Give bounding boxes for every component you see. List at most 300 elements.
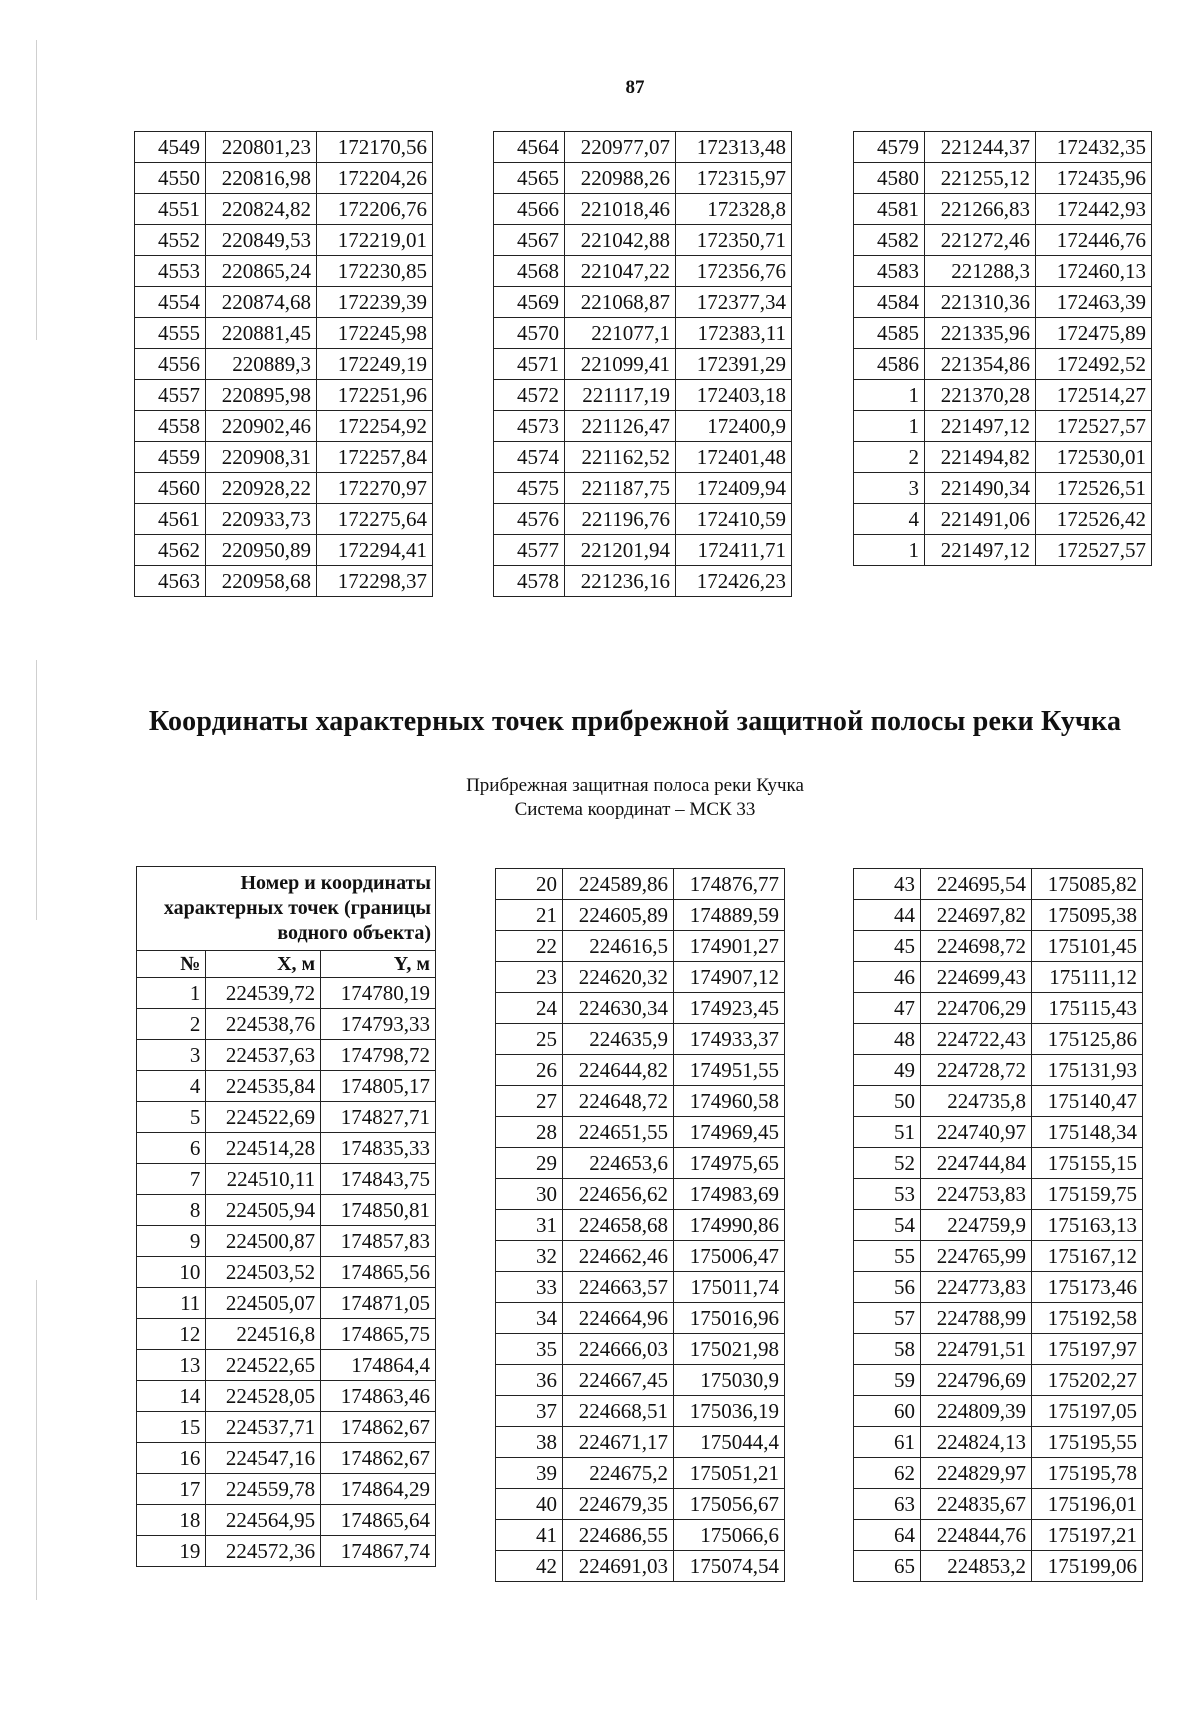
point-number-cell: 32 — [496, 1241, 563, 1272]
table-row — [135, 535, 433, 566]
x-coordinate-cell: 224759,9 — [921, 1210, 1032, 1241]
table-row — [854, 318, 1152, 349]
x-coordinate-cell: 224695,54 — [921, 869, 1032, 900]
table-row — [854, 1024, 1143, 1055]
y-coordinate-cell: 174889,59 — [674, 900, 785, 931]
y-coordinate-cell: 174864,4 — [321, 1350, 436, 1381]
y-coordinate-cell: 174793,33 — [321, 1009, 436, 1040]
table-row — [135, 194, 433, 225]
table-row — [135, 287, 433, 318]
point-number-cell: 4557 — [135, 380, 206, 411]
x-coordinate-cell: 221196,76 — [565, 504, 676, 535]
table-row — [854, 993, 1143, 1024]
x-coordinate-cell: 224535,84 — [206, 1071, 321, 1102]
y-coordinate-cell: 175196,01 — [1032, 1489, 1143, 1520]
y-coordinate-cell: 172514,27 — [1036, 380, 1152, 411]
table-row — [854, 1148, 1143, 1179]
y-coordinate-cell: 172206,76 — [317, 194, 433, 225]
point-number-cell: 4553 — [135, 256, 206, 287]
y-coordinate-cell: 172315,97 — [676, 163, 792, 194]
x-coordinate-cell: 224522,69 — [206, 1102, 321, 1133]
table-row — [137, 1505, 436, 1536]
y-coordinate-cell: 172254,92 — [317, 411, 433, 442]
point-number-cell: 4552 — [135, 225, 206, 256]
table-row — [137, 1257, 436, 1288]
point-number-cell: 26 — [496, 1055, 563, 1086]
x-coordinate-cell: 224505,07 — [206, 1288, 321, 1319]
table-row — [496, 1272, 785, 1303]
table-row — [854, 411, 1152, 442]
x-coordinate-cell: 221491,06 — [925, 504, 1036, 535]
x-coordinate-cell: 220881,45 — [206, 318, 317, 349]
table-row — [854, 1241, 1143, 1272]
point-number-cell: 33 — [496, 1272, 563, 1303]
table-row — [496, 1303, 785, 1334]
table-row — [494, 566, 792, 597]
table-row — [496, 1396, 785, 1427]
point-number-cell: 14 — [137, 1381, 206, 1412]
y-coordinate-cell: 174923,45 — [674, 993, 785, 1024]
table-row — [494, 442, 792, 473]
x-coordinate-cell: 221187,75 — [565, 473, 676, 504]
x-coordinate-cell: 221162,52 — [565, 442, 676, 473]
point-number-cell: 4570 — [494, 318, 565, 349]
coordinates-table-top-left — [134, 131, 433, 597]
table-row — [137, 1412, 436, 1443]
point-number-cell: 20 — [496, 869, 563, 900]
table-row — [854, 163, 1152, 194]
x-coordinate-cell: 224829,97 — [921, 1458, 1032, 1489]
table-row — [854, 1520, 1143, 1551]
x-coordinate-cell: 224691,03 — [563, 1551, 674, 1582]
y-coordinate-cell: 174975,65 — [674, 1148, 785, 1179]
y-coordinate-cell: 172391,29 — [676, 349, 792, 380]
table-row — [496, 1489, 785, 1520]
y-coordinate-cell: 172270,97 — [317, 473, 433, 504]
table-row — [137, 1102, 436, 1133]
x-coordinate-cell: 221272,46 — [925, 225, 1036, 256]
x-coordinate-cell: 221047,22 — [565, 256, 676, 287]
x-coordinate-cell: 224503,52 — [206, 1257, 321, 1288]
point-number-cell: 6 — [137, 1133, 206, 1164]
y-coordinate-cell: 175044,4 — [674, 1427, 785, 1458]
x-coordinate-cell: 221126,47 — [565, 411, 676, 442]
y-coordinate-cell: 174857,83 — [321, 1226, 436, 1257]
table-row — [496, 1241, 785, 1272]
y-coordinate-cell: 175163,13 — [1032, 1210, 1143, 1241]
x-coordinate-cell: 224698,72 — [921, 931, 1032, 962]
x-coordinate-cell: 224662,46 — [563, 1241, 674, 1272]
x-coordinate-cell: 220908,31 — [206, 442, 317, 473]
y-coordinate-cell: 174960,58 — [674, 1086, 785, 1117]
y-coordinate-cell: 175115,43 — [1032, 993, 1143, 1024]
y-coordinate-cell: 175011,74 — [674, 1272, 785, 1303]
y-coordinate-cell: 172275,64 — [317, 504, 433, 535]
y-coordinate-cell: 175140,47 — [1032, 1086, 1143, 1117]
x-coordinate-cell: 221068,87 — [565, 287, 676, 318]
x-coordinate-cell: 224559,78 — [206, 1474, 321, 1505]
x-coordinate-cell: 224699,43 — [921, 962, 1032, 993]
point-number-cell: 4580 — [854, 163, 925, 194]
x-coordinate-cell: 221117,19 — [565, 380, 676, 411]
y-coordinate-cell: 175021,98 — [674, 1334, 785, 1365]
x-coordinate-cell: 221255,12 — [925, 163, 1036, 194]
point-number-cell: 28 — [496, 1117, 563, 1148]
x-coordinate-cell: 224605,89 — [563, 900, 674, 931]
x-coordinate-cell: 220801,23 — [206, 132, 317, 163]
x-coordinate-cell: 220933,73 — [206, 504, 317, 535]
point-number-cell: 19 — [137, 1536, 206, 1567]
table-row — [137, 978, 436, 1009]
table-row — [854, 287, 1152, 318]
x-coordinate-cell: 224505,94 — [206, 1195, 321, 1226]
point-number-cell: 13 — [137, 1350, 206, 1381]
table-row — [137, 1474, 436, 1505]
point-number-cell: 48 — [854, 1024, 921, 1055]
table-row — [496, 1086, 785, 1117]
x-coordinate-cell: 224528,05 — [206, 1381, 321, 1412]
table-row — [494, 380, 792, 411]
y-coordinate-cell: 175066,6 — [674, 1520, 785, 1551]
point-number-cell: 29 — [496, 1148, 563, 1179]
y-coordinate-cell: 175192,58 — [1032, 1303, 1143, 1334]
table-row — [137, 1350, 436, 1381]
y-coordinate-cell: 172526,42 — [1036, 504, 1152, 535]
point-number-cell: 4585 — [854, 318, 925, 349]
y-coordinate-cell: 174865,56 — [321, 1257, 436, 1288]
y-coordinate-cell: 172401,48 — [676, 442, 792, 473]
point-number-cell: 4554 — [135, 287, 206, 318]
table-row — [496, 931, 785, 962]
y-coordinate-cell: 174865,64 — [321, 1505, 436, 1536]
point-number-cell: 44 — [854, 900, 921, 931]
point-number-cell: 4567 — [494, 225, 565, 256]
point-number-cell: 24 — [496, 993, 563, 1024]
subtitle-line2: Система координат – МСК 33 — [514, 799, 756, 820]
point-number-cell: 4551 — [135, 194, 206, 225]
table-row — [135, 442, 433, 473]
x-coordinate-cell: 221042,88 — [565, 225, 676, 256]
point-number-cell: 17 — [137, 1474, 206, 1505]
table-row — [137, 1443, 436, 1474]
point-number-cell: 60 — [854, 1396, 921, 1427]
y-coordinate-cell: 172245,98 — [317, 318, 433, 349]
table-row — [494, 256, 792, 287]
x-coordinate-cell: 224791,51 — [921, 1334, 1032, 1365]
x-coordinate-cell: 224510,11 — [206, 1164, 321, 1195]
subtitle-line1: Прибрежная защитная полоса реки Кучка — [466, 775, 804, 796]
x-coordinate-cell: 220816,98 — [206, 163, 317, 194]
x-coordinate-cell: 224666,03 — [563, 1334, 674, 1365]
x-coordinate-cell: 220824,82 — [206, 194, 317, 225]
point-number-cell: 9 — [137, 1226, 206, 1257]
y-coordinate-cell: 174862,67 — [321, 1412, 436, 1443]
x-coordinate-cell: 224635,9 — [563, 1024, 674, 1055]
point-number-cell: 23 — [496, 962, 563, 993]
y-coordinate-cell: 172432,35 — [1036, 132, 1152, 163]
table-row — [494, 163, 792, 194]
table-row — [854, 225, 1152, 256]
x-coordinate-cell: 224663,57 — [563, 1272, 674, 1303]
point-number-cell: 47 — [854, 993, 921, 1024]
point-number-cell: 62 — [854, 1458, 921, 1489]
x-coordinate-cell: 224644,82 — [563, 1055, 674, 1086]
x-coordinate-cell: 224653,6 — [563, 1148, 674, 1179]
y-coordinate-cell: 172251,96 — [317, 380, 433, 411]
y-coordinate-cell: 174805,17 — [321, 1071, 436, 1102]
table-row — [854, 869, 1143, 900]
y-coordinate-cell: 175036,19 — [674, 1396, 785, 1427]
table-row — [137, 1319, 436, 1350]
y-coordinate-cell: 172313,48 — [676, 132, 792, 163]
point-number-cell: 2 — [854, 442, 925, 473]
y-coordinate-cell: 175131,93 — [1032, 1055, 1143, 1086]
x-coordinate-cell: 224664,96 — [563, 1303, 674, 1334]
point-number-cell: 7 — [137, 1164, 206, 1195]
y-coordinate-cell: 174850,81 — [321, 1195, 436, 1226]
column-header-y: Y, м — [321, 951, 436, 978]
point-number-cell: 4581 — [854, 194, 925, 225]
table-row — [496, 993, 785, 1024]
y-coordinate-cell: 174843,75 — [321, 1164, 436, 1195]
y-coordinate-cell: 174871,05 — [321, 1288, 436, 1319]
table-row — [496, 1117, 785, 1148]
x-coordinate-cell: 224697,82 — [921, 900, 1032, 931]
x-coordinate-cell: 220977,07 — [565, 132, 676, 163]
table-row — [496, 869, 785, 900]
table-row — [496, 1334, 785, 1365]
table-row — [135, 318, 433, 349]
x-coordinate-cell: 221370,28 — [925, 380, 1036, 411]
point-number-cell: 65 — [854, 1551, 921, 1582]
x-coordinate-cell: 224671,17 — [563, 1427, 674, 1458]
table-row — [135, 349, 433, 380]
point-number-cell: 21 — [496, 900, 563, 931]
y-coordinate-cell: 175148,34 — [1032, 1117, 1143, 1148]
table-row — [854, 504, 1152, 535]
table-row — [137, 1009, 436, 1040]
table-row — [496, 1024, 785, 1055]
x-coordinate-cell: 224796,69 — [921, 1365, 1032, 1396]
x-coordinate-cell: 220895,98 — [206, 380, 317, 411]
table-row — [494, 194, 792, 225]
point-number-cell: 4558 — [135, 411, 206, 442]
table-row — [135, 504, 433, 535]
point-number-cell: 18 — [137, 1505, 206, 1536]
y-coordinate-cell: 172294,41 — [317, 535, 433, 566]
x-coordinate-cell: 224686,55 — [563, 1520, 674, 1551]
point-number-cell: 51 — [854, 1117, 921, 1148]
point-number-cell: 4564 — [494, 132, 565, 163]
point-number-cell: 22 — [496, 931, 563, 962]
coordinates-table-bottom-left — [136, 866, 436, 1567]
table-row — [496, 962, 785, 993]
x-coordinate-cell: 224616,5 — [563, 931, 674, 962]
y-coordinate-cell: 175085,82 — [1032, 869, 1143, 900]
table-row — [854, 1272, 1143, 1303]
y-coordinate-cell: 172219,01 — [317, 225, 433, 256]
table-row — [854, 1303, 1143, 1334]
y-coordinate-cell: 175074,54 — [674, 1551, 785, 1582]
table-row — [135, 380, 433, 411]
x-coordinate-cell: 224735,8 — [921, 1086, 1032, 1117]
y-coordinate-cell: 172460,13 — [1036, 256, 1152, 287]
y-coordinate-cell: 175195,78 — [1032, 1458, 1143, 1489]
point-number-cell: 63 — [854, 1489, 921, 1520]
section-title: Координаты характерных точек прибрежной защитной полосы реки Кучка — [148, 706, 1122, 737]
y-coordinate-cell: 174798,72 — [321, 1040, 436, 1071]
x-coordinate-cell: 224853,2 — [921, 1551, 1032, 1582]
y-coordinate-cell: 172526,51 — [1036, 473, 1152, 504]
y-coordinate-cell: 174901,27 — [674, 931, 785, 962]
point-number-cell: 3 — [854, 473, 925, 504]
x-coordinate-cell: 224537,71 — [206, 1412, 321, 1443]
x-coordinate-cell: 220874,68 — [206, 287, 317, 318]
y-coordinate-cell: 172383,11 — [676, 318, 792, 349]
point-number-cell: 2 — [137, 1009, 206, 1040]
x-coordinate-cell: 224722,43 — [921, 1024, 1032, 1055]
point-number-cell: 35 — [496, 1334, 563, 1365]
point-number-cell: 16 — [137, 1443, 206, 1474]
point-number-cell: 42 — [496, 1551, 563, 1582]
x-coordinate-cell: 221288,3 — [925, 256, 1036, 287]
x-coordinate-cell: 221494,82 — [925, 442, 1036, 473]
y-coordinate-cell: 175155,15 — [1032, 1148, 1143, 1179]
table-row — [137, 1040, 436, 1071]
table-row — [854, 132, 1152, 163]
point-number-cell: 4582 — [854, 225, 925, 256]
x-coordinate-cell: 224788,99 — [921, 1303, 1032, 1334]
table-row — [854, 1179, 1143, 1210]
table-header-title: Номер и координаты характерных точек (границы водного объекта) — [137, 867, 436, 951]
table-row — [494, 411, 792, 442]
y-coordinate-cell: 175195,55 — [1032, 1427, 1143, 1458]
x-coordinate-cell: 224630,34 — [563, 993, 674, 1024]
table-row — [494, 318, 792, 349]
x-coordinate-cell: 224824,13 — [921, 1427, 1032, 1458]
x-coordinate-cell: 224589,86 — [563, 869, 674, 900]
y-coordinate-cell: 174933,37 — [674, 1024, 785, 1055]
table-row — [494, 287, 792, 318]
x-coordinate-cell: 224809,39 — [921, 1396, 1032, 1427]
point-number-cell: 4578 — [494, 566, 565, 597]
y-coordinate-cell: 172400,9 — [676, 411, 792, 442]
x-coordinate-cell: 221266,83 — [925, 194, 1036, 225]
y-coordinate-cell: 174780,19 — [321, 978, 436, 1009]
x-coordinate-cell: 221335,96 — [925, 318, 1036, 349]
point-number-cell: 50 — [854, 1086, 921, 1117]
point-number-cell: 37 — [496, 1396, 563, 1427]
y-coordinate-cell: 175167,12 — [1032, 1241, 1143, 1272]
column-header-x: X, м — [206, 951, 321, 978]
table-row — [494, 349, 792, 380]
table-row — [135, 225, 433, 256]
point-number-cell: 12 — [137, 1319, 206, 1350]
point-number-cell: 56 — [854, 1272, 921, 1303]
point-number-cell: 1 — [854, 380, 925, 411]
x-coordinate-cell: 220849,53 — [206, 225, 317, 256]
point-number-cell: 4556 — [135, 349, 206, 380]
point-number-cell: 5 — [137, 1102, 206, 1133]
point-number-cell: 41 — [496, 1520, 563, 1551]
y-coordinate-cell: 175159,75 — [1032, 1179, 1143, 1210]
x-coordinate-cell: 224765,99 — [921, 1241, 1032, 1272]
point-number-cell: 4583 — [854, 256, 925, 287]
x-coordinate-cell: 224500,87 — [206, 1226, 321, 1257]
table-row — [137, 1164, 436, 1195]
y-coordinate-cell: 172350,71 — [676, 225, 792, 256]
y-coordinate-cell: 172298,37 — [317, 566, 433, 597]
table-row — [496, 1427, 785, 1458]
x-coordinate-cell: 221201,94 — [565, 535, 676, 566]
y-coordinate-cell: 172475,89 — [1036, 318, 1152, 349]
table-row — [496, 1210, 785, 1241]
x-coordinate-cell: 224516,8 — [206, 1319, 321, 1350]
point-number-cell: 4577 — [494, 535, 565, 566]
point-number-cell: 4586 — [854, 349, 925, 380]
y-coordinate-cell: 175056,67 — [674, 1489, 785, 1520]
x-coordinate-cell: 224679,35 — [563, 1489, 674, 1520]
table-row — [496, 1551, 785, 1582]
table-row — [854, 1365, 1143, 1396]
x-coordinate-cell: 221310,36 — [925, 287, 1036, 318]
y-coordinate-cell: 172230,85 — [317, 256, 433, 287]
x-coordinate-cell: 224668,51 — [563, 1396, 674, 1427]
y-coordinate-cell: 174864,29 — [321, 1474, 436, 1505]
point-number-cell: 38 — [496, 1427, 563, 1458]
x-coordinate-cell: 224564,95 — [206, 1505, 321, 1536]
point-number-cell: 43 — [854, 869, 921, 900]
point-number-cell: 57 — [854, 1303, 921, 1334]
coordinates-table-top-right — [853, 131, 1152, 566]
column-header-number: № — [137, 951, 206, 978]
y-coordinate-cell: 174865,75 — [321, 1319, 436, 1350]
y-coordinate-cell: 172409,94 — [676, 473, 792, 504]
y-coordinate-cell: 174862,67 — [321, 1443, 436, 1474]
y-coordinate-cell: 172403,18 — [676, 380, 792, 411]
x-coordinate-cell: 224651,55 — [563, 1117, 674, 1148]
point-number-cell: 49 — [854, 1055, 921, 1086]
table-row — [854, 1210, 1143, 1241]
y-coordinate-cell: 175197,97 — [1032, 1334, 1143, 1365]
point-number-cell: 4560 — [135, 473, 206, 504]
x-coordinate-cell: 224538,76 — [206, 1009, 321, 1040]
y-coordinate-cell: 172446,76 — [1036, 225, 1152, 256]
x-coordinate-cell: 221018,46 — [565, 194, 676, 225]
x-coordinate-cell: 221490,34 — [925, 473, 1036, 504]
point-number-cell: 4559 — [135, 442, 206, 473]
y-coordinate-cell: 175125,86 — [1032, 1024, 1143, 1055]
y-coordinate-cell: 174876,77 — [674, 869, 785, 900]
point-number-cell: 4576 — [494, 504, 565, 535]
point-number-cell: 10 — [137, 1257, 206, 1288]
y-coordinate-cell: 172411,71 — [676, 535, 792, 566]
point-number-cell: 55 — [854, 1241, 921, 1272]
point-number-cell: 34 — [496, 1303, 563, 1334]
x-coordinate-cell: 224656,62 — [563, 1179, 674, 1210]
point-number-cell: 4584 — [854, 287, 925, 318]
y-coordinate-cell: 174951,55 — [674, 1055, 785, 1086]
point-number-cell: 4561 — [135, 504, 206, 535]
x-coordinate-cell: 220958,68 — [206, 566, 317, 597]
y-coordinate-cell: 172170,56 — [317, 132, 433, 163]
y-coordinate-cell: 174827,71 — [321, 1102, 436, 1133]
table-row — [854, 1334, 1143, 1365]
point-number-cell: 4572 — [494, 380, 565, 411]
table-row — [494, 473, 792, 504]
table-row — [854, 256, 1152, 287]
y-coordinate-cell: 172442,93 — [1036, 194, 1152, 225]
